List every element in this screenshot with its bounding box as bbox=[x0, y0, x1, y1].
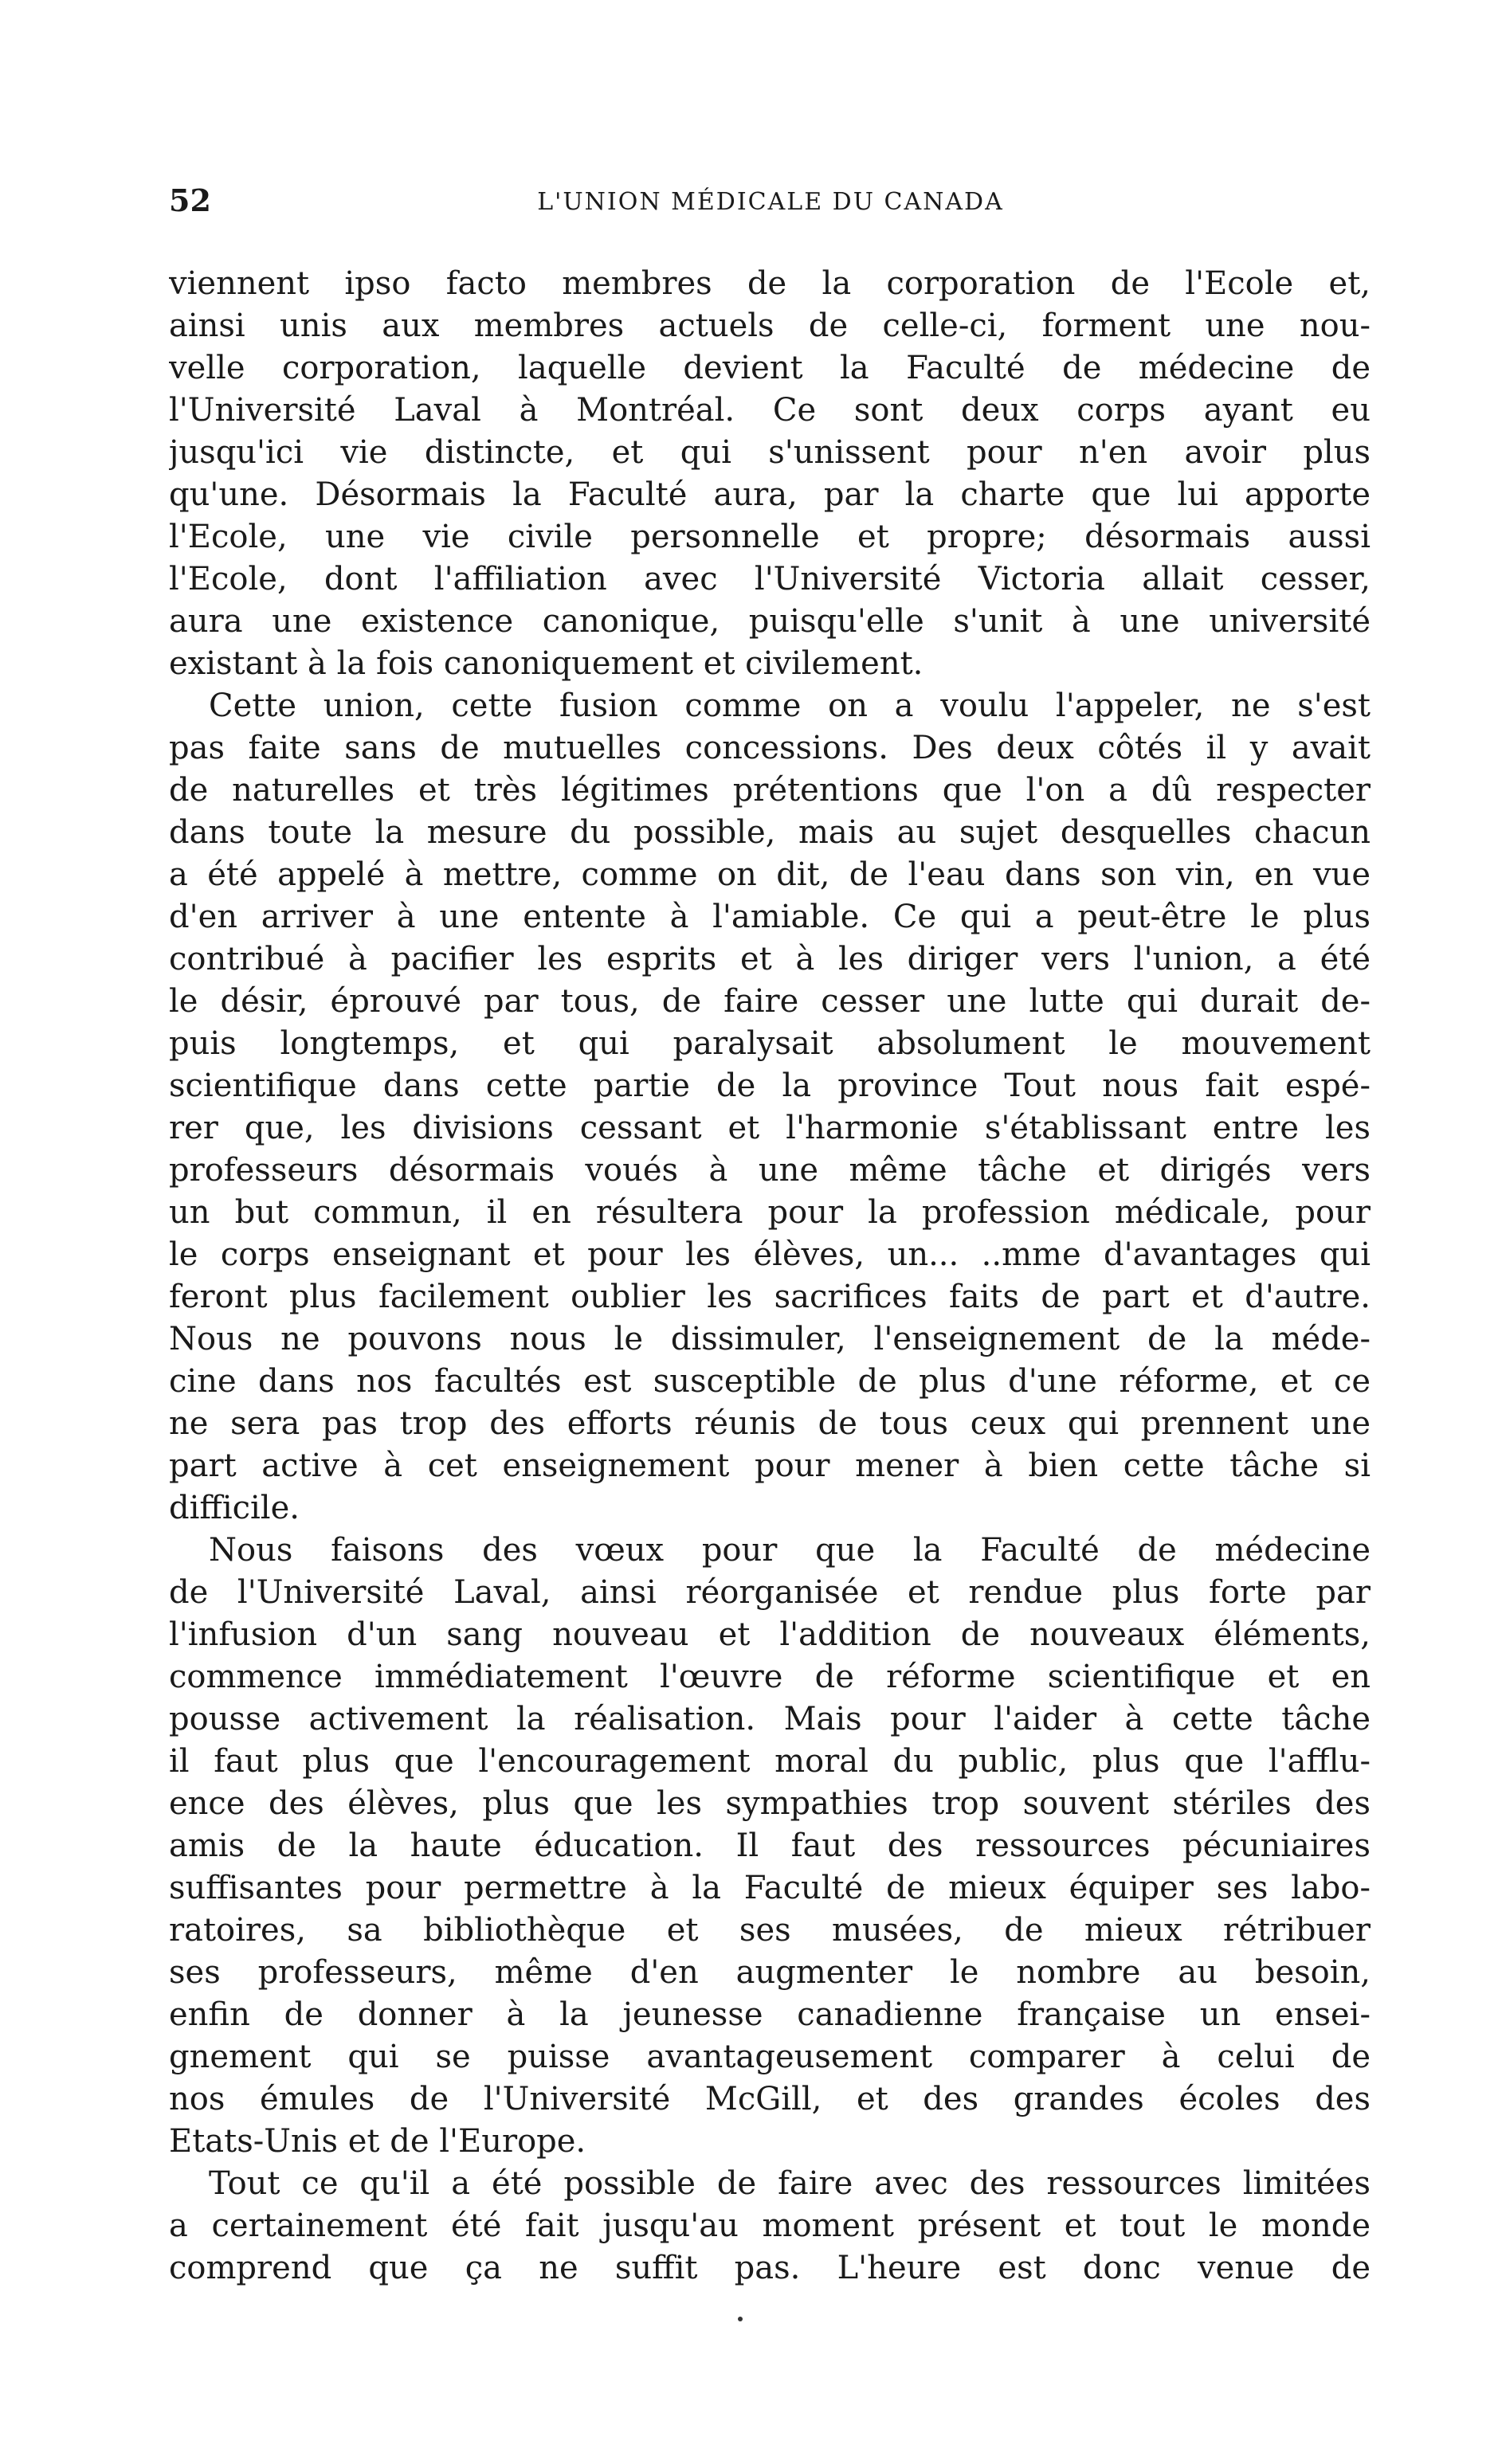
text-line: l'Université Laval à Montréal. Ce sont deux corps ayant eu bbox=[169, 392, 1371, 429]
text-line: de naturelles et très légitimes prétentions que l'on a dû respecter bbox=[169, 772, 1371, 809]
text-line: ses professeurs, même d'en augmenter le nombre au besoin, bbox=[169, 1954, 1371, 1991]
text-line: Cette union, cette fusion comme on a voulu l'appeler, ne s'est bbox=[209, 687, 1371, 724]
text-line: un but commun, il en résultera pour la profession médicale, pour bbox=[169, 1194, 1371, 1231]
text-line: ainsi unis aux membres actuels de celle-ci, forment une nou- bbox=[169, 308, 1371, 344]
text-line: suffisantes pour permettre à la Faculté de mieux équiper ses labo- bbox=[169, 1870, 1371, 1906]
text-line: cine dans nos facultés est susceptible de plus d'une réforme, et ce bbox=[169, 1363, 1371, 1400]
text-line: gnement qui se puisse avantageusement comparer à celui de bbox=[169, 2039, 1371, 2075]
page-number: 52 bbox=[169, 182, 211, 218]
text-line: pousse activement la réalisation. Mais pour l'aider à cette tâche bbox=[169, 1701, 1371, 1737]
text-line: difficile. bbox=[169, 1490, 300, 1526]
text-line: commence immédiatement l'œuvre de réforme scientifique et en bbox=[169, 1659, 1371, 1695]
text-line: velle corporation, laquelle devient la Faculté de médecine de bbox=[169, 350, 1371, 386]
text-line: aura une existence canonique, puisqu'elle s'unit à une université bbox=[169, 603, 1371, 640]
text-line: contribué à pacifier les esprits et à les diriger vers l'union, a été bbox=[169, 941, 1371, 977]
text-line: Etats-Unis et de l'Europe. bbox=[169, 2123, 586, 2160]
printer-dot bbox=[738, 2317, 743, 2321]
text-line: professeurs désormais voués à une même tâche et dirigés vers bbox=[169, 1152, 1371, 1189]
text-line: ratoires, sa bibliothèque et ses musées, de mieux rétribuer bbox=[169, 1912, 1371, 1949]
body-text bbox=[169, 263, 1371, 2290]
text-line: enfin de donner à la jeunesse canadienne française un ensei- bbox=[169, 1996, 1371, 2033]
text-line: ne sera pas trop des efforts réunis de tous ceux qui prennent une bbox=[169, 1405, 1371, 1442]
text-line: scientifique dans cette partie de la province Tout nous fait espé- bbox=[169, 1067, 1371, 1104]
text-line: feront plus facilement oublier les sacrifices faits de part et d'autre. bbox=[169, 1279, 1371, 1315]
text-line: puis longtemps, et qui paralysait absolument le mouvement bbox=[169, 1025, 1371, 1062]
text-line: le désir, éprouvé par tous, de faire cesser une lutte qui durait de- bbox=[169, 983, 1371, 1020]
text-line: rer que, les divisions cessant et l'harmonie s'établissant entre les bbox=[169, 1110, 1371, 1146]
journal-title: L'UNION MÉDICALE DU CANADA bbox=[537, 188, 1004, 216]
text-line: part active à cet enseignement pour mener à bien cette tâche si bbox=[169, 1447, 1371, 1484]
text-line: a été appelé à mettre, comme on dit, de l'eau dans son vin, en vue bbox=[169, 856, 1371, 893]
text-line: Nous ne pouvons nous le dissimuler, l'enseignement de la méde- bbox=[169, 1321, 1371, 1357]
text-line: qu'une. Désormais la Faculté aura, par la charte que lui apporte bbox=[169, 476, 1371, 513]
text-line: l'Ecole, une vie civile personnelle et propre; désormais aussi bbox=[169, 519, 1371, 555]
text-line: a certainement été fait jusqu'au moment présent et tout le monde bbox=[169, 2207, 1371, 2244]
text-line: l'infusion d'un sang nouveau et l'addition de nouveaux éléments, bbox=[169, 1616, 1371, 1653]
text-line: comprend que ça ne suffit pas. L'heure est donc venue de bbox=[169, 2250, 1371, 2286]
text-line: Nous faisons des vœux pour que la Faculté de médecine bbox=[209, 1532, 1371, 1569]
text-line: nos émules de l'Université McGill, et des grandes écoles des bbox=[169, 2081, 1371, 2117]
text-line: viennent ipso facto membres de la corporation de l'Ecole et, bbox=[169, 265, 1371, 302]
text-line: l'Ecole, dont l'affiliation avec l'Université Victoria allait cesser, bbox=[169, 561, 1371, 597]
text-line: ence des élèves, plus que les sympathies trop souvent stériles des bbox=[169, 1785, 1371, 1822]
text-line: d'en arriver à une entente à l'amiable. Ce qui a peut-être le plus bbox=[169, 899, 1371, 935]
text-line: le corps enseignant et pour les élèves, un... ..mme d'avantages qui bbox=[169, 1236, 1371, 1273]
running-head bbox=[169, 177, 1372, 225]
text-line: existant à la fois canoniquement et civilement. bbox=[169, 645, 924, 682]
text-line: il faut plus que l'encouragement moral du public, plus que l'afflu- bbox=[169, 1743, 1371, 1780]
text-line: dans toute la mesure du possible, mais au sujet desquelles chacun bbox=[169, 814, 1371, 851]
text-line: de l'Université Laval, ainsi réorganisée et rendue plus forte par bbox=[169, 1574, 1371, 1611]
text-line: Tout ce qu'il a été possible de faire avec des ressources limitées bbox=[209, 2165, 1371, 2202]
text-line: amis de la haute éducation. Il faut des ressources pécuniaires bbox=[169, 1827, 1371, 1864]
text-line: pas faite sans de mutuelles concessions. Des deux côtés il y avait bbox=[169, 730, 1371, 766]
text-line: jusqu'ici vie distincte, et qui s'unissent pour n'en avoir plus bbox=[169, 434, 1371, 471]
